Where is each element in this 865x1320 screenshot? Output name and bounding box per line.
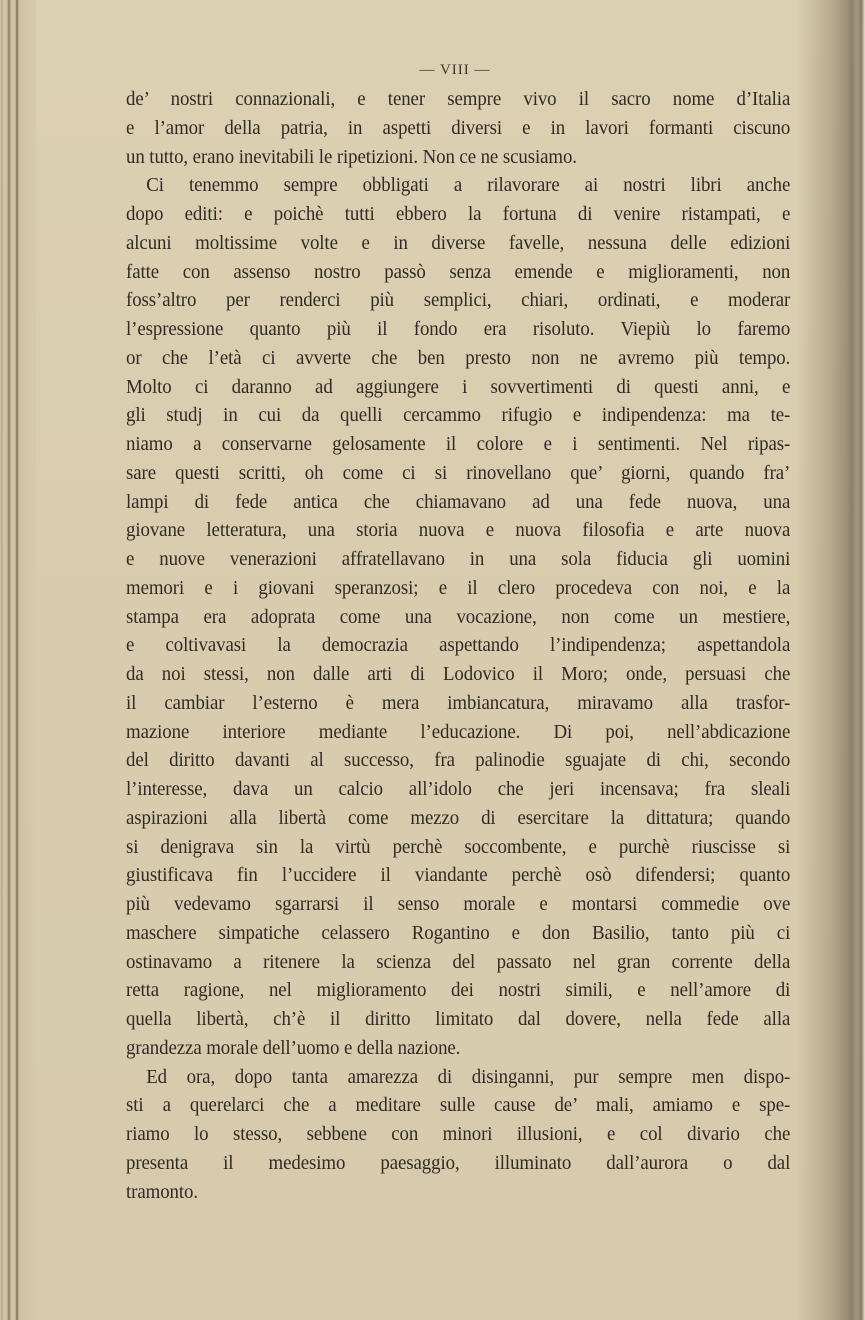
text-line: grandezza morale dell’uomo e della nazione. [126,1036,461,1059]
text-line: foss’altro per renderci più semplici, chiari, ordinati, e moderar [126,289,791,312]
text-line: aspirazioni alla libertà come mezzo di esercitare la dittatura; quando [126,806,791,829]
page-number: — VIII — [419,62,491,78]
text-line: mazione interiore mediante l’educazione. Di poi, nell’abdicazione [126,720,791,743]
text-line: de’ nostri connazionali, e tener sempre vivo il sacro nome d’Italia [126,88,791,110]
text-line: Molto ci daranno ad aggiungere i sovvertimenti di questi anni, e [126,375,791,398]
text-line: Ci tenemmo sempre obbligati a rilavorare ai nostri libri anche [146,174,791,197]
text-line: giovane letteratura, una storia nuova e nuova filosofia e arte nuova [126,519,791,542]
text-line: retta ragione, nel miglioramento dei nostri simili, e nell’amore di [126,979,791,1002]
text-line: e nuove venerazioni affratellavano in una sola fiducia gli uomini [126,548,791,570]
text-line: presenta il medesimo paesaggio, illuminato dall’aurora o dal [126,1151,791,1174]
text-line: tramonto. [126,1180,198,1203]
text-line: sti a querelarci che a meditare sulle cause de’ mali, amiamo e spe- [126,1094,791,1117]
paragraph [126,85,790,171]
text-line: memori e i giovani speranzosi; e il clero procedeva con noi, e la [126,576,791,599]
text-line: lampi di fede antica che chiamavano ad una fede nuova, una [126,490,791,513]
text-line: riamo lo stesso, sebbene con minori illusioni, e col divario che [126,1123,791,1145]
text-line: il cambiar l’esterno è mera imbiancatura, miravamo alla trasfor- [126,691,791,714]
text-line: dopo editi: e poichè tutti ebbero la fortuna di venire ristampati, e [126,203,791,225]
paragraph [126,1063,790,1207]
text-line: ostinavamo a ritenere la scienza del passato nel gran corrente della [126,950,791,973]
text-line: si denigrava sin la virtù perchè soccombente, e purchè riuscisse si [126,835,791,858]
text-line: del diritto davanti al successo, fra palinodie sguajate di chi, secondo [126,749,791,772]
text-line: Ed ora, dopo tanta amarezza di disinganni, pur sempre men dispo- [146,1065,791,1088]
text-line: alcuni moltissime volte e in diverse favelle, nessuna delle edizioni [126,231,791,254]
text-line: e coltivavasi la democrazia aspettando l’indipendenza; aspettandola [126,634,791,657]
text-line: l’espressione quanto più il fondo era risoluto. Viepiù lo faremo [126,318,791,340]
text-line: fatte con assenso nostro passò senza emende e miglioramenti, non [126,260,791,283]
text-line: or che l’età ci avverte che ben presto non ne avremo più tempo. [126,346,791,369]
text-line: giustificava fin l’uccidere il viandante perchè osò difendersi; quanto [126,864,791,887]
text-line: un tutto, erano inevitabili le ripetizioni. Non ce ne scusiamo. [126,145,577,168]
text-line: e l’amor della patria, in aspetti diversi e in lavori formanti ciscuno [126,116,791,139]
text-line: più vedevamo sgarrarsi il senso morale e montarsi commedie ove [126,893,791,915]
paragraphs-container [126,85,790,1206]
book-binding-edge [0,0,36,1320]
text-line: sare questi scritti, oh come ci si rinovellano que’ giorni, quando fra’ [126,461,791,484]
text-line: l’interesse, dava un calcio all’idolo che jeri incensava; fra sleali [126,778,791,800]
text-line: da noi stessi, non dalle arti di Lodovico il Moro; onde, persuasi che [126,663,791,685]
paragraph [126,171,790,1062]
text-line: quella libertà, ch’è il diritto limitato dal dovere, nella fede alla [126,1008,791,1030]
text-line: niamo a conservarne gelosamente il colore e i sentimenti. Nel ripas- [126,433,791,455]
page-text [126,57,790,1206]
text-line: stampa era adoprata come una vocazione, non come un mestiere, [126,605,791,628]
text-line: gli studj in cui da quelli cercammo rifugio e indipendenza: ma te- [126,404,791,427]
page-edge-shadow [847,0,865,1320]
text-line: maschere simpatiche celassero Rogantino e don Basilio, tanto più ci [126,921,791,944]
